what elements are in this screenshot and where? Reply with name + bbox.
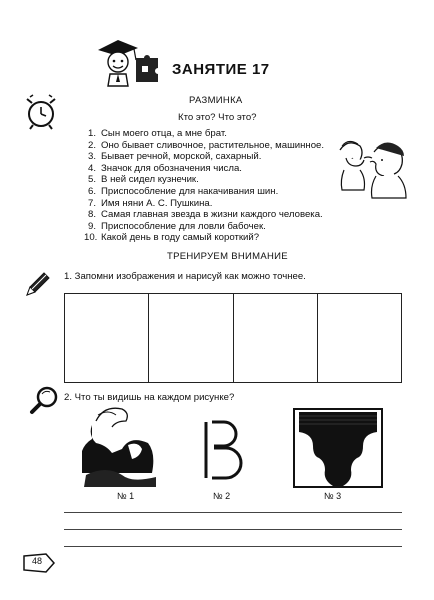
riddle-list <box>84 128 354 244</box>
list-item: 2. Оно бывает сливочное, растительное, машинное. <box>87 139 325 151</box>
pencil-icon <box>22 270 52 300</box>
attention-heading: ТРЕНИРУЕМ ВНИМАНИЕ <box>167 251 288 262</box>
task-2-text: 2. Что ты видишь на каждом рисунке? <box>64 392 235 403</box>
drawing-box[interactable] <box>234 294 318 382</box>
list-item: 4. Значок для обозначения числа. <box>87 162 242 174</box>
drawing-box[interactable] <box>149 294 233 382</box>
figure-1-label: № 1 <box>117 491 135 501</box>
figure-2-label: № 2 <box>213 491 231 501</box>
list-item: 1. Сын моего отца, а мне брат. <box>87 128 227 139</box>
page-title: ЗАНЯТИЕ 17 <box>172 61 270 78</box>
alarm-clock-icon <box>24 94 58 130</box>
answer-line[interactable] <box>64 512 402 513</box>
list-item: 8. Самая главная звезда в жизни каждого человека. <box>87 209 323 221</box>
figure-1-image <box>82 405 160 489</box>
list-item: 10. Какой день в году самый короткий? <box>84 232 260 244</box>
figure-3-label: № 3 <box>324 491 342 501</box>
warmup-heading: РАЗМИНКА <box>189 95 243 106</box>
list-item: 6. Приспособление для накачивания шин. <box>87 185 279 197</box>
task-1-text: 1. Запомни изображения и нарисуй как можно точнее. <box>64 271 306 282</box>
list-item: 7. Имя няни А. С. Пушкина. <box>87 197 213 209</box>
figure-3-image <box>293 408 383 488</box>
answer-line[interactable] <box>64 546 402 547</box>
figure-2-image <box>196 418 244 484</box>
drawing-box[interactable] <box>65 294 149 382</box>
mascot-icon <box>92 36 164 88</box>
warmup-question: Кто это? Что это? <box>178 112 257 123</box>
list-item: 3. Бывает речной, морской, сахарный. <box>87 151 262 163</box>
page-number: 48 <box>32 556 43 566</box>
list-item: 5. В ней сидел кузнечик. <box>87 174 199 186</box>
answer-line[interactable] <box>64 529 402 530</box>
page-number-badge <box>26 552 54 572</box>
magnifier-icon <box>28 384 60 416</box>
list-item: 9. Приспособление для ловли бабочек. <box>87 220 266 232</box>
drawing-box[interactable] <box>318 294 401 382</box>
whispering-women-illustration <box>330 136 410 200</box>
drawing-boxes <box>64 293 402 383</box>
